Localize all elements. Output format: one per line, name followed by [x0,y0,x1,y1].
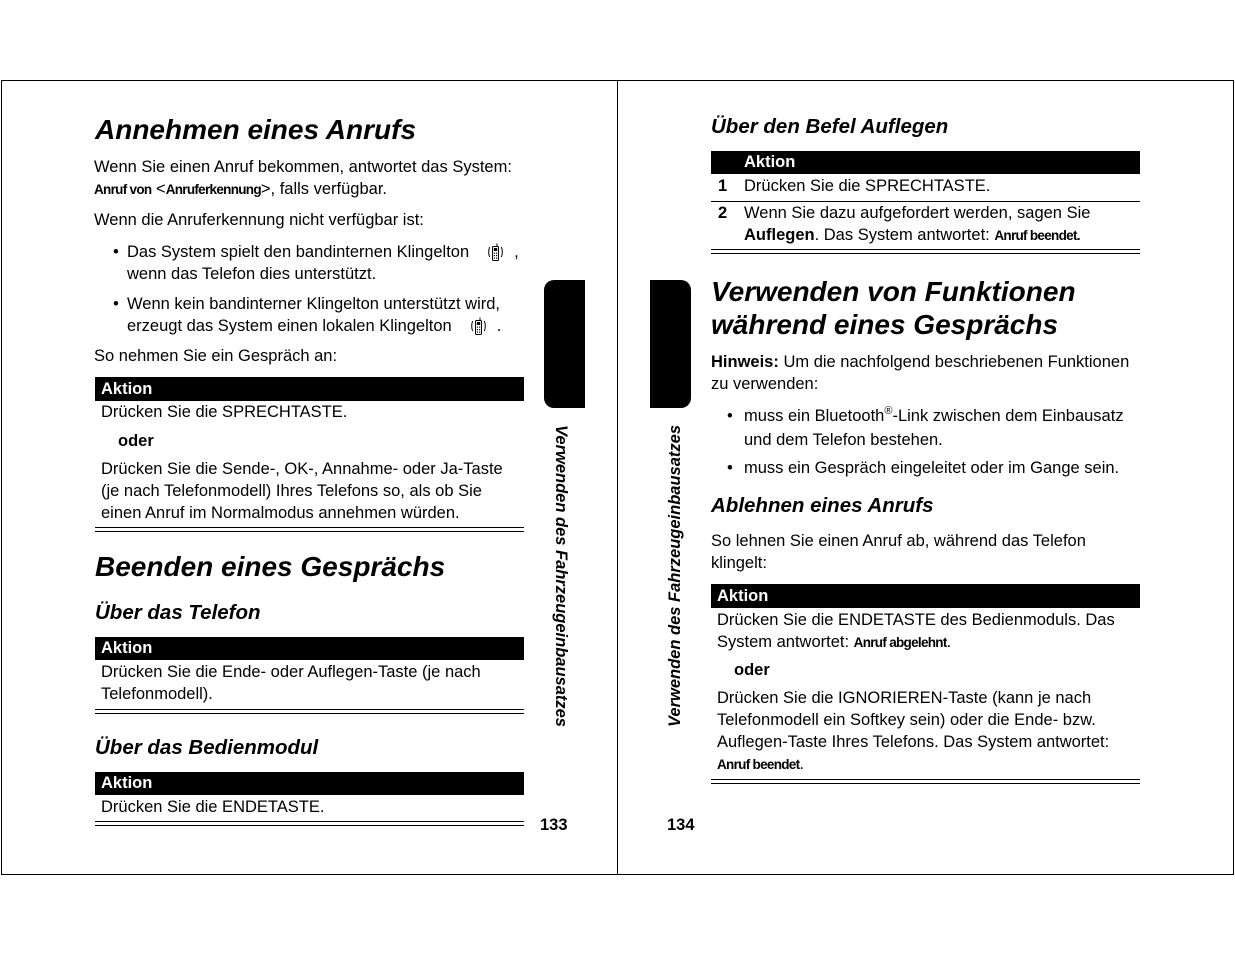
step-response-text: . Das System antwortet: [814,226,990,244]
system-prompt-call-ended: Anruf beendet. [994,228,1080,243]
action-alternative-line: Drücken Sie die Sende-, OK-, Annahme- oder Ja-Taste [101,460,503,478]
section-title-line: während eines Gesprächs [711,309,1059,340]
note-paragraph [711,351,1129,395]
table-end-rule [711,249,1140,254]
action-step: Drücken Sie die SPRECHTASTE. [101,403,348,421]
action-step-line: Drücken Sie die Ende- oder Auflegen-Taste (je nach [101,663,481,681]
ringtone-icon [487,243,504,261]
list-item: muss ein Gespräch eingeleitet oder im Gange sein. [744,459,1120,477]
action-alternative-line: Auflegen-Taste Ihres Telefons. Das System antwortet: [717,733,1110,751]
ringtone-icon-graphic [487,243,504,261]
list-item-text: Das System spielt den bandinternen Klingelton [127,243,470,261]
list-item-line: und dem Telefon bestehen. [744,431,943,449]
section-title-end-call: Beenden eines Gesprächs [95,551,446,582]
ringtone-icon [470,317,487,335]
step-text [744,202,1090,247]
list-item-line: Wenn kein bandinterner Klingelton unterstützt wird, [127,295,500,313]
action-alternative [717,687,1109,776]
action-table-header: Aktion [95,377,524,401]
table-end-rule [711,779,1140,784]
bullet-marker: • [113,243,119,261]
reject-call-intro [711,530,1086,574]
action-table-header: Aktion [711,584,1140,608]
list-item [744,405,1124,451]
list-item-line [744,405,1124,429]
page-number: 134 [667,816,695,834]
list-item-text: erzeugt das System einen lokalen Klingelton [127,317,452,335]
section-title-line: Verwenden von Funktionen [711,276,1076,307]
action-step [101,661,481,705]
action-alternative-line: einen Anruf im Normalmodus annehmen würden. [101,504,460,522]
prompt-bracket-open: < [156,180,166,198]
intro-line: klingelt: [711,554,767,572]
action-step-punctuation: . [946,633,952,651]
system-prompt-label: Anruf von [94,182,152,197]
prompt-suffix: , falls verfügbar. [270,180,388,198]
action-step [717,609,1115,654]
section-title-answer-call: Annehmen eines Anrufs [95,114,417,145]
action-step-text: System antwortet: [717,633,850,651]
chapter-side-label: Verwenden des Fahrzeugeinbausatzes [552,425,570,727]
chapter-thumb-tab [544,280,585,408]
action-step-line [717,631,1115,654]
page-spine-divider [617,80,618,875]
bullet-marker: • [727,407,733,425]
action-alternative-line [717,753,1109,776]
ringtone-icon-graphic [470,317,487,335]
or-label: oder [118,432,154,450]
list-item-line [127,315,501,337]
action-alternative-punctuation: . [799,755,804,773]
note-line: zu verwenden: [711,375,819,393]
action-table-header: Aktion [95,772,524,795]
table-end-rule [95,821,524,826]
system-prompt-call-ended: Anruf beendet [717,757,800,772]
subheading-hang-up-command: Über den Befel Auflegen [711,115,949,138]
step-text-line: Wenn Sie dazu aufgefordert werden, sagen Sie [744,204,1091,222]
action-step-line: Telefonmodell). [101,685,213,703]
prompt-caller-id: Anruferkennung [165,182,261,197]
prompt-bracket-close: > [260,180,271,198]
step-text: Drücken Sie die SPRECHTASTE. [744,177,991,195]
page-number: 133 [540,816,568,834]
subheading-reject-call: Ablehnen eines Anrufs [711,494,934,517]
action-step: Drücken Sie die ENDETASTE. [101,798,325,816]
list-item-line: wenn das Telefon dies unterstützt. [127,265,377,283]
intro-line: So lehnen Sie einen Anruf ab, während das Telefon [711,532,1086,550]
section-title-in-call-features [711,275,1076,341]
action-alternative-line: Drücken Sie die IGNORIEREN-Taste (kann je nach [717,689,1092,707]
table-end-rule [95,527,524,532]
or-label: oder [734,661,770,679]
list-item-text: -Link zwischen dem Einbausatz [892,407,1124,425]
action-alternative [101,458,503,524]
chapter-thumb-tab [650,280,691,408]
subheading-via-phone: Über das Telefon [95,601,261,624]
chapter-side-label: Verwenden des Fahrzeugeinbausatzes [666,425,684,727]
list-item [127,241,519,285]
step-number: 1 [718,177,728,195]
answer-instruction: So nehmen Sie ein Gespräch an: [94,347,338,365]
subheading-via-module: Über das Bedienmodul [95,736,319,759]
list-item-punctuation: . [496,317,502,335]
system-prompt-line [94,178,512,201]
step-number: 2 [718,204,728,222]
system-prompt-call-rejected: Anruf abgelehnt [853,635,947,650]
intro-line: Wenn Sie einen Anruf bekommen, antwortet das System: [94,158,512,176]
action-table-header: Aktion [711,151,1140,174]
no-caller-id-text: Wenn die Anruferkennung nicht verfügbar ist: [94,211,424,229]
note-label: Hinweis: [711,353,779,371]
step-text-line [744,224,1090,247]
action-alternative-line: (je nach Telefonmodell) Ihres Telefons so, als ob Sie [101,482,482,500]
list-item [127,293,501,337]
action-table-header: Aktion [95,637,524,660]
voice-command-keyword: Auflegen [744,226,815,244]
table-end-rule [95,709,524,714]
bullet-marker: • [727,459,733,477]
answer-call-intro [94,156,512,201]
list-item-line [127,241,519,263]
note-text: Um die nachfolgend beschriebenen Funktionen [783,353,1130,371]
note-line [711,351,1129,373]
action-step-line: Drücken Sie die ENDETASTE des Bedienmoduls. Das [717,611,1115,629]
bullet-marker: • [113,295,119,313]
registered-mark: ® [884,405,893,417]
list-item-punctuation: , [514,243,519,261]
list-item-text: muss ein Bluetooth [744,407,885,425]
action-alternative-line: Telefonmodell ein Softkey sein) oder die Ende- bzw. [717,711,1096,729]
